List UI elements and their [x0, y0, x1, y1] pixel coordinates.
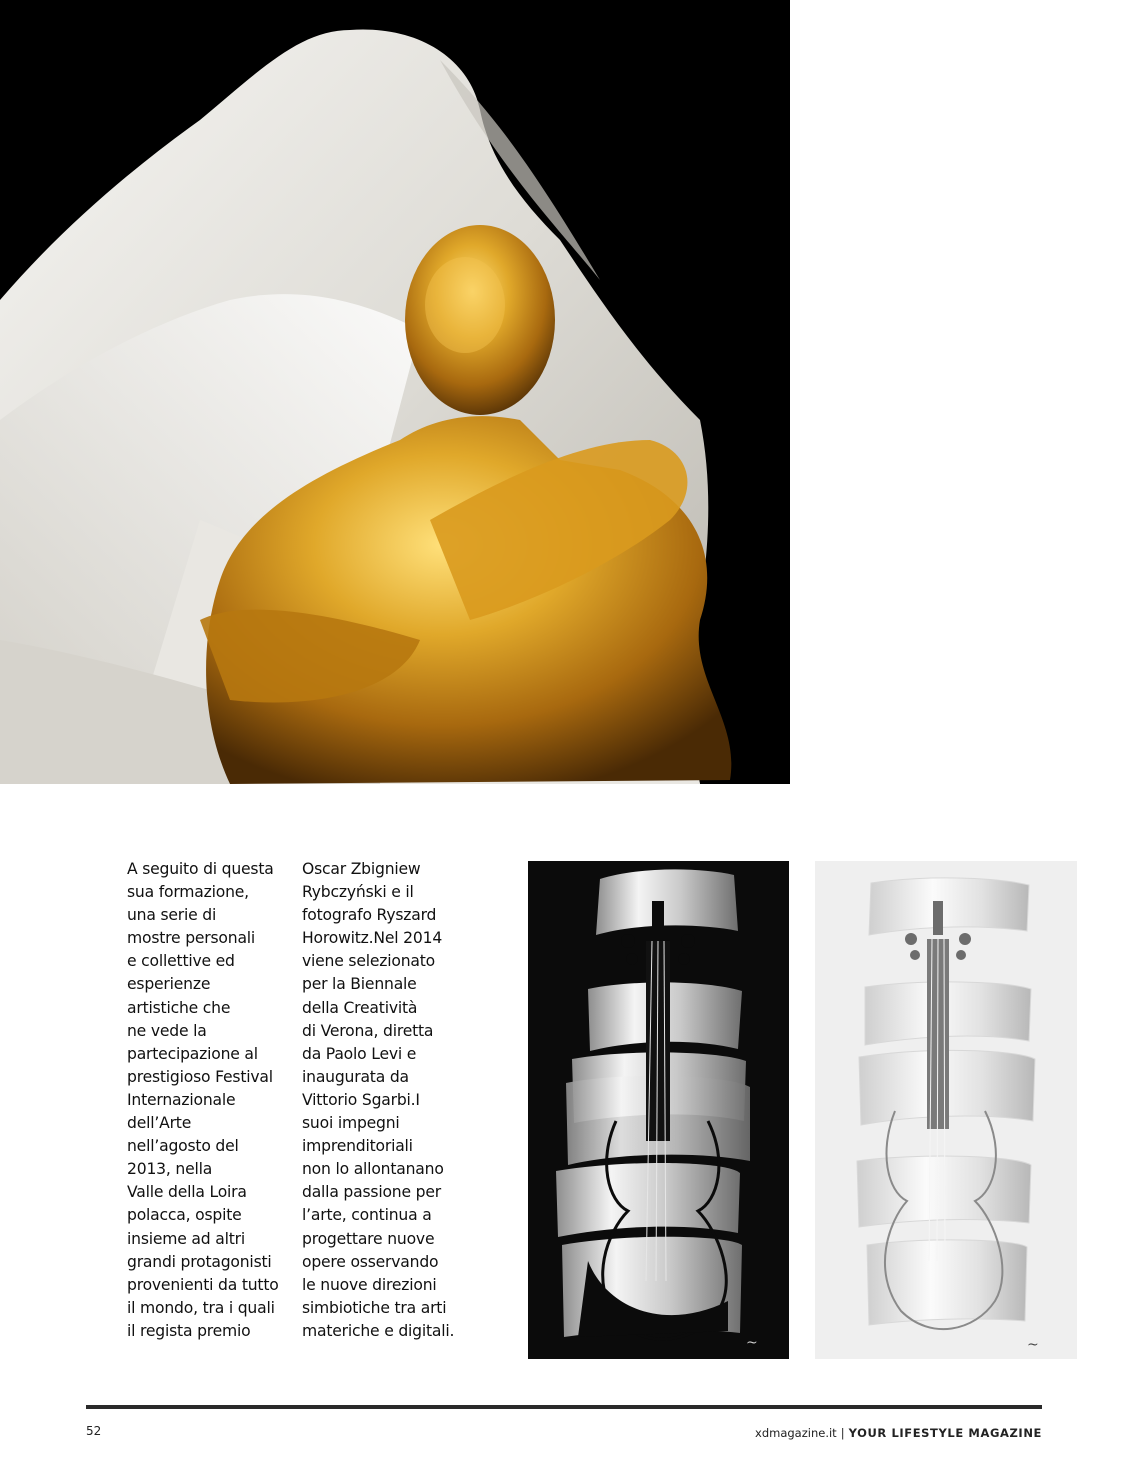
text-line: mostre personali [127, 929, 256, 948]
text-line: Horowitz.Nel 2014 [302, 929, 443, 948]
text-line: partecipazione al [127, 1044, 258, 1063]
footer-site-link[interactable]: xdmagazine.it [755, 1426, 837, 1440]
article-column-2 [302, 858, 477, 1343]
footer-rule [86, 1405, 1042, 1409]
text-line: Internazionale [127, 1090, 236, 1109]
text-line: materiche e digitali. [302, 1321, 455, 1340]
text-line: prestigioso Festival [127, 1067, 273, 1086]
footer-branding [755, 1426, 1042, 1440]
hero-sculpture-image [0, 0, 790, 784]
text-line: fotografo Ryszard [302, 906, 437, 925]
page-number: 52 [86, 1424, 102, 1438]
text-line: polacca, ospite [127, 1206, 242, 1225]
text-line: non lo allontanano [302, 1160, 444, 1179]
violin-sculpture-photo-light [815, 861, 1077, 1359]
text-line: Vittorio Sgarbi.I [302, 1090, 420, 1109]
text-line: 2013, nella [127, 1160, 213, 1179]
svg-text:~: ~ [1027, 1337, 1039, 1353]
footer-separator: | [840, 1426, 845, 1440]
text-line: dell’Arte [127, 1114, 192, 1133]
svg-text:~: ~ [746, 1335, 758, 1351]
text-line: opere osservando [302, 1252, 439, 1271]
text-line: nell’agosto del [127, 1137, 239, 1156]
text-line: progettare nuove [302, 1229, 435, 1248]
text-line: viene selezionato [302, 952, 435, 971]
text-line: Rybczyński e il [302, 883, 414, 902]
text-line: insieme ad altri [127, 1229, 245, 1248]
text-line: Oscar Zbigniew [302, 860, 421, 878]
text-line: per la Biennale [302, 975, 417, 994]
text-line: l’arte, continua a [302, 1206, 432, 1225]
text-line: grandi protagonisti [127, 1252, 272, 1271]
text-line: simbiotiche tra arti [302, 1298, 447, 1317]
text-line: provenienti da tutto [127, 1275, 279, 1294]
text-line: ne vede la [127, 1021, 207, 1040]
text-line: le nuove direzioni [302, 1275, 437, 1294]
text-line: da Paolo Levi e [302, 1044, 417, 1063]
violin-sculpture-photo-dark [528, 861, 789, 1359]
text-line: suoi impegni [302, 1114, 400, 1133]
text-line: della Creatività [302, 998, 418, 1017]
text-line: A seguito di questa [127, 860, 274, 878]
text-line: il mondo, tra i quali [127, 1298, 275, 1317]
text-line: imprenditoriali [302, 1137, 413, 1156]
text-line: Valle della Loira [127, 1183, 247, 1202]
article-column-1 [127, 858, 287, 1343]
text-line: sua formazione, [127, 883, 249, 902]
text-line: di Verona, diretta [302, 1021, 434, 1040]
text-line: una serie di [127, 906, 217, 925]
text-line: artistiche che [127, 998, 231, 1017]
text-line: esperienze [127, 975, 211, 994]
text-line: e collettive ed [127, 952, 235, 971]
footer-tagline: YOUR LIFESTYLE MAGAZINE [848, 1426, 1042, 1440]
text-line: il regista premio [127, 1321, 251, 1340]
text-line: inaugurata da [302, 1067, 409, 1086]
text-line: dalla passione per [302, 1183, 441, 1202]
